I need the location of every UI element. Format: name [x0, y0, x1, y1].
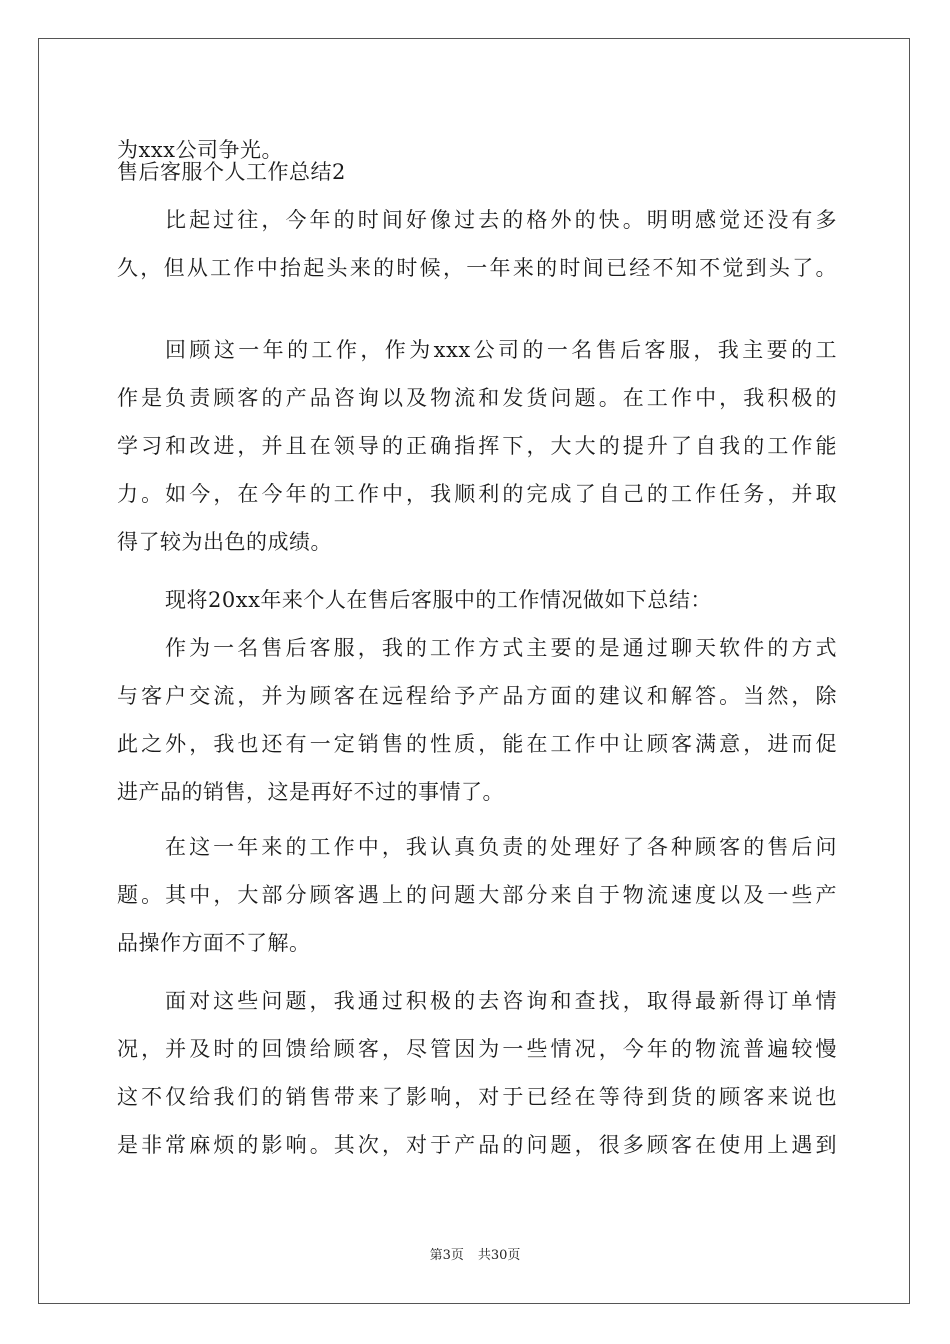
page-number: 第3页	[429, 1248, 464, 1263]
text-line: 在这一年来的工作中，我认真负责的处理好了各种顾客的售后问	[165, 835, 837, 859]
text-line: 进产品的销售，这是再好不过的事情了。	[117, 780, 504, 804]
text-line: 力。如今，在今年的工作中，我顺利的完成了自己的工作任务，并取	[117, 482, 837, 506]
text-line: 与客户交流，并为顾客在远程给予产品方面的建议和解答。当然，除	[117, 684, 837, 708]
text-line: 比起过往，今年的时间好像过去的格外的快。明明感觉还没有多	[165, 208, 837, 232]
text-line: 回顾这一年的工作，作为xxx公司的一名售后客服，我主要的工	[165, 338, 837, 362]
page-total: 共30页	[477, 1248, 521, 1263]
text-line: 作是负责顾客的产品咨询以及物流和发货问题。在工作中，我积极的	[117, 386, 837, 410]
text-line: 面对这些问题，我通过积极的去咨询和查找，取得最新得订单情	[165, 989, 837, 1013]
text-line: 这不仅给我们的销售带来了影响，对于已经在等待到货的顾客来说也	[117, 1085, 837, 1109]
text-line: 是非常麻烦的影响。其次，对于产品的问题，很多顾客在使用上遇到	[117, 1133, 837, 1157]
text-line: 久，但从工作中抬起头来的时候，一年来的时间已经不知不觉到头了。	[117, 256, 837, 280]
text-line: 况，并及时的回馈给顾客，尽管因为一些情况，今年的物流普遍较慢	[117, 1037, 837, 1061]
text-line: 作为一名售后客服，我的工作方式主要的是通过聊天软件的方式	[165, 636, 837, 660]
text-line: 题。其中，大部分顾客遇上的问题大部分来自于物流速度以及一些产	[117, 883, 837, 907]
text-line: 品操作方面不了解。	[117, 931, 311, 955]
page-footer	[0, 1247, 950, 1265]
text-line: 学习和改进，并且在领导的正确指挥下，大大的提升了自我的工作能	[117, 434, 837, 458]
text-line: 现将20xx年来个人在售后客服中的工作情况做如下总结：	[165, 588, 712, 612]
section-heading: 售后客服个人工作总结2	[117, 160, 346, 184]
text-line: 得了较为出色的成绩。	[117, 530, 332, 554]
text-line: 此之外，我也还有一定销售的性质，能在工作中让顾客满意，进而促	[117, 732, 837, 756]
text-line: 为xxx公司争光。	[117, 138, 284, 162]
